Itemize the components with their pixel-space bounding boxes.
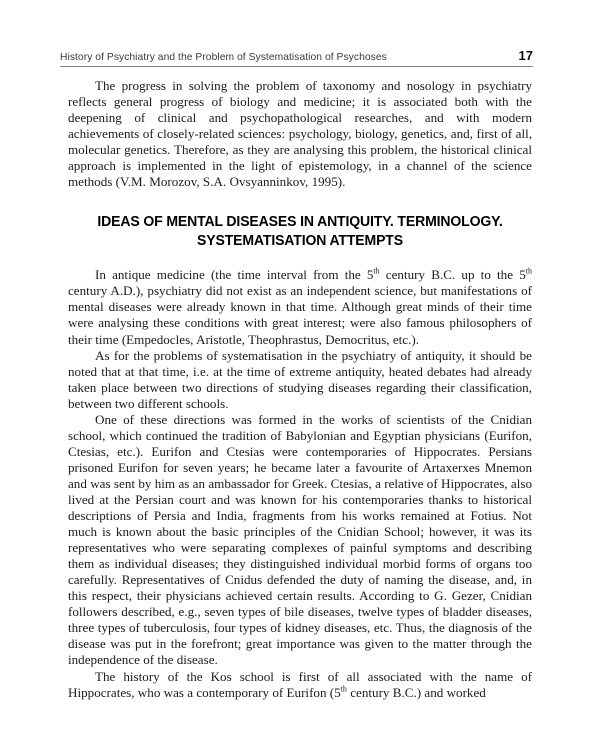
paragraph-kos-school-text-b: century B.C.) and worked xyxy=(346,684,486,700)
paragraph-cnidian-school: One of these directions was formed in the works of scientists of the Cnidian school, which continued the tradition of Babylonian and Egyptian physicians (Eurifon, Ctesias, etc.). Eurifon and Ctesias were contemporaries of Hippocrates. Persians prisoned Eurifon for seven years; he became later a favourite of Artaxerxes Mnemon and was sent by him as an ambassador for Greek. Ctesias, a relative of Hippocrates, also lived at the Persian court and was known for his contemporaries thanks to historical descriptions of Persia and India, fragments from his works remained at Fotius. Not much is known about the basic principles of the Cnidian School; however, it was its representatives who were separating complexes of painful symptoms and describing them as individual diseases; they distinguished individual morbid forms of organs too carefully. Representatives of Cnidus defended the duty of naming the disease, and, in this respect, their physicians achieved certain results. According to G. Gezer, Cnidian followers described, e.g., seven types of bile diseases, twelve types of bladder diseases, three types of tuberculosis, four types of kidney diseases, etc. Thus, the diagnosis of the disease was put in the forefront; great importance was given to the matter through the independence of the disease. xyxy=(68,411,532,668)
superscript-ordinal-th-3: th xyxy=(340,684,347,694)
paragraph-problems-of-systematisation: As for the problems of systematisation in the psychiatry of antiquity, it should be noted that at that time, i.e. at the time of extreme antiquity, heated debates had already taken place between two directions of studying diseases regarding their classification, between two different schools. xyxy=(68,347,532,411)
running-head xyxy=(60,48,533,67)
paragraph-kos-school-text-a: The history of the Kos school is first of all associated with the name of Hippocrates, who was a contemporary of Eurifon (5 xyxy=(68,668,532,700)
section-heading-block xyxy=(68,212,532,250)
running-head-title: History of Psychiatry and the Problem of Systematisation of Psychoses xyxy=(60,52,387,63)
superscript-ordinal-th-2: th xyxy=(525,266,532,276)
text-column xyxy=(68,78,532,701)
superscript-ordinal-th-1: th xyxy=(373,266,380,276)
section-heading-line-1: IDEAS OF MENTAL DISEASES IN ANTIQUITY. TERMINOLOGY. xyxy=(97,213,503,231)
paragraph-kos-school xyxy=(68,669,532,701)
paragraph-progress-in-solving: The progress in solving the problem of taxonomy and nosology in psychiatry reflects general progress of biology and medicine; it is associated both with the deepening of clinical and psychopathological researches, and with modern achievements of closely-related sciences: psychology, biology, genetics, and, first of all, molecular genetics. Therefore, as they are analysing this problem, the historical clinical approach is implemented in the light of epistemology, in a channel of the science methods (V.M. Morozov, S.A. Ovsyanninkov, 1995). xyxy=(68,78,532,190)
paragraph-antique-medicine xyxy=(68,267,532,347)
section-heading-line-2: SYSTEMATISATION ATTEMPTS xyxy=(197,232,403,250)
paragraph-antique-medicine-text-c: century A.D.), psychiatry did not exist as an independent science, but manifestations of mental diseases were already known in that time. Although great minds of their time were analysing these conditions with great interest; were also famous philosophers of their time (Empedocles, Aristotle, Theophrastus, Democritus, etc.). xyxy=(68,283,532,347)
paragraph-antique-medicine-text-a: In antique medicine (the time interval from the 5 xyxy=(95,267,374,283)
page-number: 17 xyxy=(518,48,533,63)
paragraph-antique-medicine-text-b: century B.C. up to the 5 xyxy=(379,267,526,283)
